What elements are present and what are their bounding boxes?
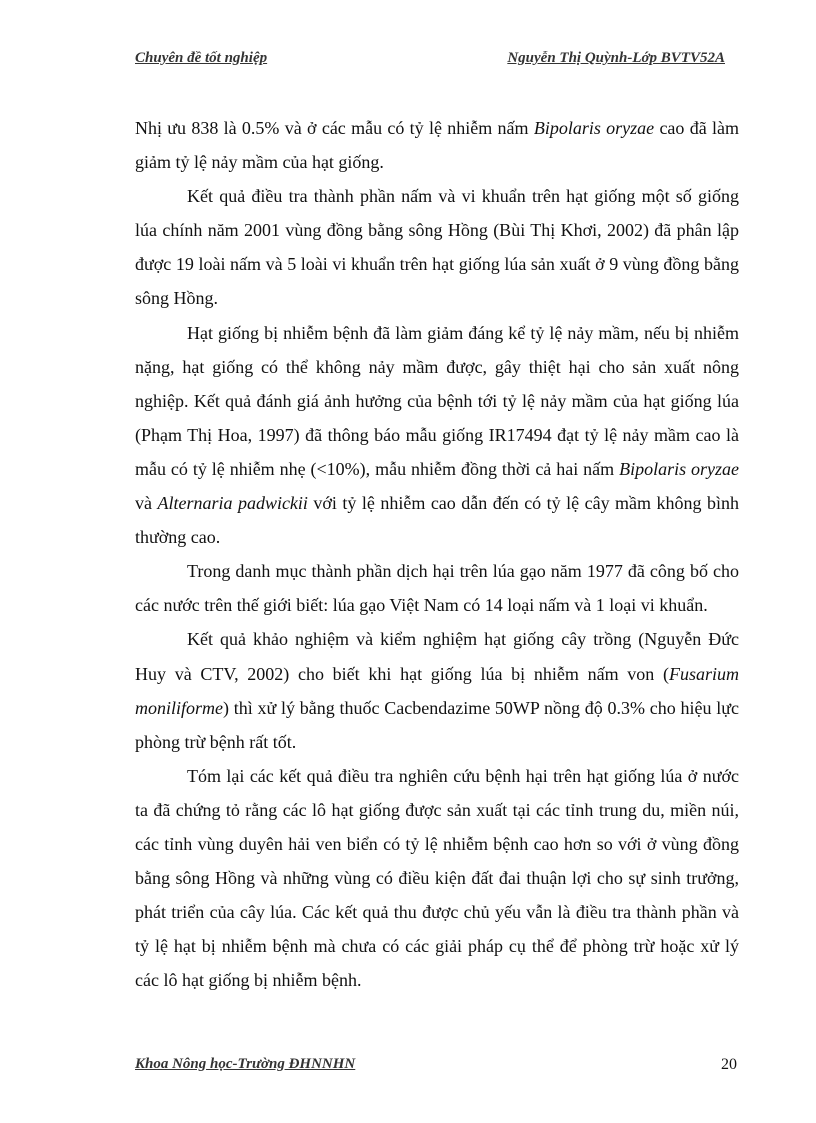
text-run: Kết quả khảo nghiệm và kiểm nghiệm hạt giống cây trồng (Nguyễn Đức Huy và CTV, 2002) cho biết khi hạt giống lúa bị nhiễm nấm von ( xyxy=(135,629,739,684)
species-name: Bipolaris oryzae xyxy=(533,118,655,138)
species-name: Fusarium moniliforme xyxy=(135,663,739,718)
text-run: Trong danh mục thành phần dịch hại trên lúa gạo năm 1977 đã công bố cho các nước trên thế giới biết: lúa gạo Việt Nam có 14 loại nấm và 1 loại vi khuẩn. xyxy=(135,561,739,616)
header-title: Chuyên đề tốt nghiệp xyxy=(135,50,268,66)
species-name: Alternaria padwickii xyxy=(157,493,308,514)
text-run: và xyxy=(135,493,158,514)
text-run: Nhị ưu 838 là 0.5% và ở các mẫu có tỷ lệ nhiễm nấm xyxy=(135,118,534,138)
text-run: cao đã làm giảm tỷ lệ nảy mầm của hạt giống. xyxy=(135,118,739,173)
text-run: Kết quả điều tra thành phần nấm và vi khuẩn trên hạt giống một số giống lúa chính năm 2001 vùng đồng bằng sông Hồng (Bùi Thị Khơi, 2002) đã phân lập được 19 loài nấm và 5 loài vi khuẩn trên hạt giống lúa sản xuất ở 9 vùng đồng bằng sông Hồng. xyxy=(135,186,739,309)
header-author: Nguyễn Thị Quỳnh-Lớp BVTV52A xyxy=(507,50,725,66)
footer-institution: Khoa Nông học-Trường ĐHNNHN xyxy=(135,1056,356,1072)
paragraph xyxy=(135,179,739,315)
page-number: 20 xyxy=(721,1056,737,1073)
paragraph xyxy=(135,316,739,555)
species-name: Bipolaris oryzae xyxy=(619,458,740,479)
text-run: Tóm lại các kết quả điều tra nghiên cứu bệnh hại trên hạt giống lúa ở nước ta đã chứng tỏ rằng các lô hạt giống được sản xuất tại các tỉnh trung du, miền núi, các tỉnh vùng duyên hải ven biển có tỷ lệ nhiễm bệnh cao hơn so với ở vùng đồng bằng sông Hồng và những vùng có điều kiện đất đai thuận lợi cho sự sinh trưởng, phát triển của cây lúa. Các kết quả thu được chủ yếu vẫn là điều tra thành phần và tỷ lệ hạt bị nhiễm bệnh mà chưa có các giải pháp cụ thể để phòng trừ hoặc xử lý các lô hạt giống bị nhiễm bệnh. xyxy=(135,765,739,991)
text-run: với tỷ lệ nhiễm cao dẫn đến có tỷ lệ cây mầm không bình thường cao. xyxy=(135,493,739,548)
text-run: Hạt giống bị nhiễm bệnh đã làm giảm đáng kể tỷ lệ nảy mầm, nếu bị nhiễm nặng, hạt giống có thể không nảy mầm được, gây thiệt hại cho sản xuất nông nghiệp. Kết quả đánh giá ảnh hưởng của bệnh tới tỷ lệ nảy mầm của hạt giống lúa (Phạm Thị Hoa, 1997) đã thông báo mẫu giống IR17494 đạt tỷ lệ nảy mầm cao là mẫu có tỷ lệ nhiễm nhẹ (<10%), mẫu nhiễm đồng thời cả hai nấm xyxy=(135,322,739,479)
paragraph xyxy=(135,622,739,758)
text-run: ) thì xử lý bằng thuốc Cacbendazime 50WP nồng độ 0.3% cho hiệu lực phòng trừ bệnh rất tốt. xyxy=(135,697,739,752)
paragraph xyxy=(135,554,739,622)
body-text xyxy=(135,111,739,997)
paragraph xyxy=(135,759,739,998)
paragraph xyxy=(135,111,739,179)
